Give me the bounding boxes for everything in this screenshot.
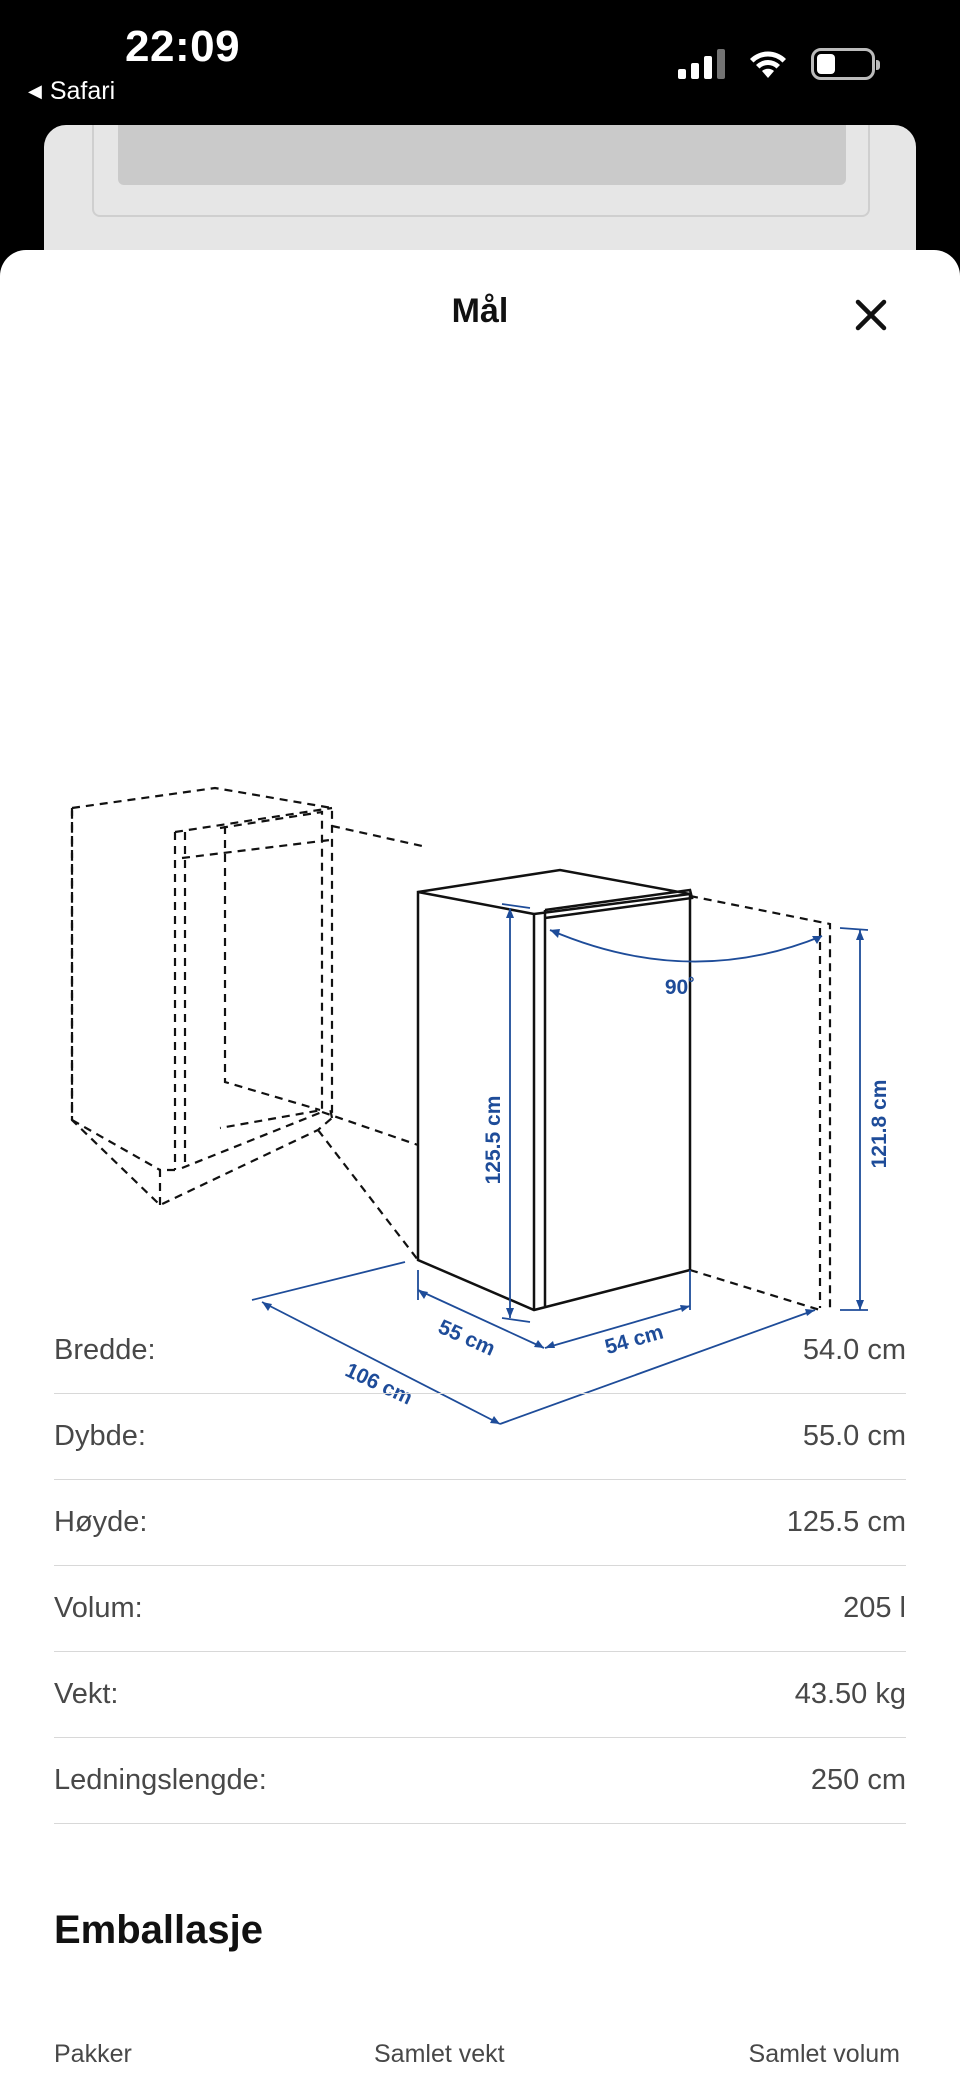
spec-label: Ledningslengde: — [54, 1764, 267, 1796]
header-total-weight: Samlet vekt — [374, 2040, 505, 2068]
spec-label: Dybde: — [54, 1420, 146, 1452]
spec-label: Volum: — [54, 1592, 143, 1624]
spec-row-volume — [54, 1566, 906, 1652]
header-total-volume: Samlet volum — [748, 2040, 900, 2068]
back-app-label: Safari — [49, 77, 116, 105]
wifi-icon — [747, 48, 789, 80]
diagram-label-width: 54 cm — [602, 1320, 666, 1360]
spec-label: Høyde: — [54, 1506, 148, 1538]
dimension-spec-list — [54, 1308, 906, 1824]
spec-value: 43.50 kg — [794, 1678, 906, 1710]
battery-icon — [811, 48, 875, 80]
diagram-label-depth: 55 cm — [434, 1315, 499, 1361]
spec-row-weight — [54, 1652, 906, 1738]
packaging-table-header — [54, 2040, 900, 2069]
spec-value: 250 cm — [810, 1764, 906, 1796]
header-packages: Pakker — [54, 2040, 132, 2068]
status-time: 22:09 — [125, 22, 241, 71]
close-icon — [854, 298, 888, 332]
signal-icon — [678, 49, 725, 79]
spec-row-height — [54, 1480, 906, 1566]
diagram-label-total-depth: 106 cm — [341, 1358, 416, 1410]
status-icons — [678, 48, 875, 80]
status-bar — [0, 0, 960, 125]
diagram-label-door-angle: 90˚ — [664, 976, 696, 999]
spec-row-width — [54, 1308, 906, 1394]
dimensions-sheet — [0, 250, 960, 2081]
spec-label: Bredde: — [54, 1334, 156, 1366]
spec-value: 55.0 cm — [802, 1420, 906, 1452]
diagram-label-height-product: 125.5 cm — [482, 1095, 505, 1185]
diagram-label-height-total: 121.8 cm — [868, 1079, 891, 1169]
sheet-title: Mål — [451, 292, 509, 330]
close-button[interactable] — [846, 290, 896, 340]
spec-value: 54.0 cm — [802, 1334, 906, 1366]
spec-value: 205 l — [843, 1592, 906, 1624]
back-triangle-icon: ◀ — [28, 81, 42, 101]
back-to-safari-link[interactable] — [28, 77, 115, 106]
spec-row-depth — [54, 1394, 906, 1480]
spec-value: 125.5 cm — [786, 1506, 906, 1538]
spec-label: Vekt: — [54, 1678, 119, 1710]
spec-row-cord-length — [54, 1738, 906, 1824]
packaging-title: Emballasje — [54, 1908, 264, 1952]
